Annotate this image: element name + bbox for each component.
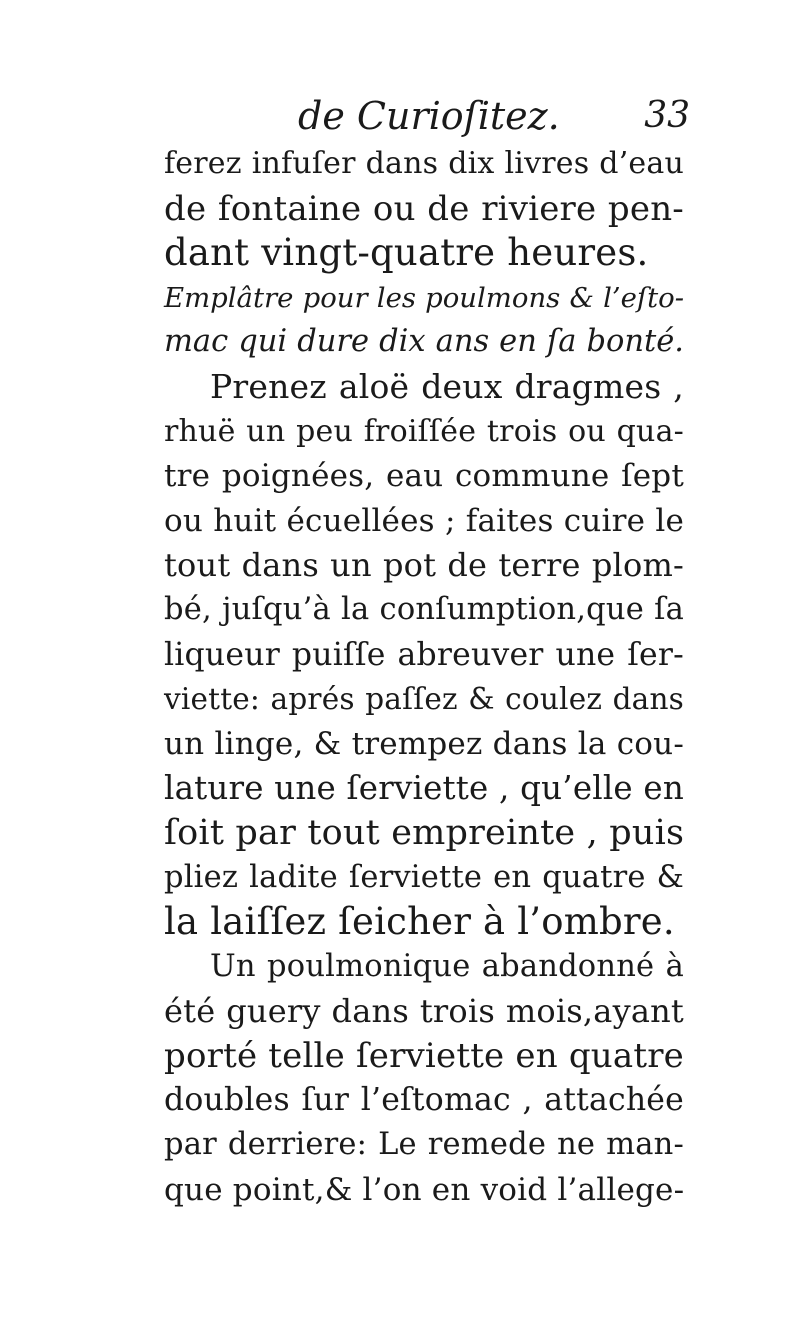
text-line: ou huit écuellées ; faites cuire le [164,502,684,539]
text-line: rhuë un peu froiſſée trois ou qua- [164,413,684,449]
section-heading-line: mac qui dure dix ans en ſa bonté. [164,324,684,360]
text-line: porté telle ſerviette en quatre [164,1035,684,1076]
text-line: de fontaine ou de riviere pen- [164,188,684,229]
text-line: viette: aprés paſſez & coulez dans [164,682,684,717]
text-line: bé, juſqu’à la conſumption,que ſa [164,591,684,627]
text-line: par derriere: Le remede ne man- [164,1127,684,1163]
text-line: que point,& l’on en void l’allege- [164,1171,685,1208]
text-line: tout dans un pot de terre plom- [164,546,684,585]
text-line: lature une ſerviette , qu’elle en [164,769,684,808]
running-head [160,92,696,144]
section-heading-line: Emplâtre pour les poulmons & l’eſto- [164,281,684,314]
paragraph-first-line: Un poulmonique abandonné à [210,948,684,984]
text-line: tre poignées, eau commune ſept [164,458,684,495]
text-line: été guery dans trois mois,ayant [164,992,684,1031]
text-line: dant vingt-quatre heures. [164,231,649,275]
text-line: un linge, & trempez dans la cou- [164,725,684,762]
text-line: pliez ladite ſerviette en quatre & [164,859,684,895]
text-line: la laiſſez ſeicher à l’ombre. [164,900,675,944]
text-line: ferez infuſer dans dix livres d’eau [164,146,684,181]
paragraph-first-line: Prenez aloë deux dragmes , [210,366,684,406]
text-line: doubles ſur l’eſtomac , attachée [164,1082,684,1119]
text-line: ſoit par tout empreinte , puis [164,812,685,853]
text-line: liqueur puiſſe abreuver une ſer- [164,636,684,673]
text-block [164,142,684,1212]
page-number: 33 [644,95,690,136]
running-title: de Curioſitez. [298,94,560,138]
